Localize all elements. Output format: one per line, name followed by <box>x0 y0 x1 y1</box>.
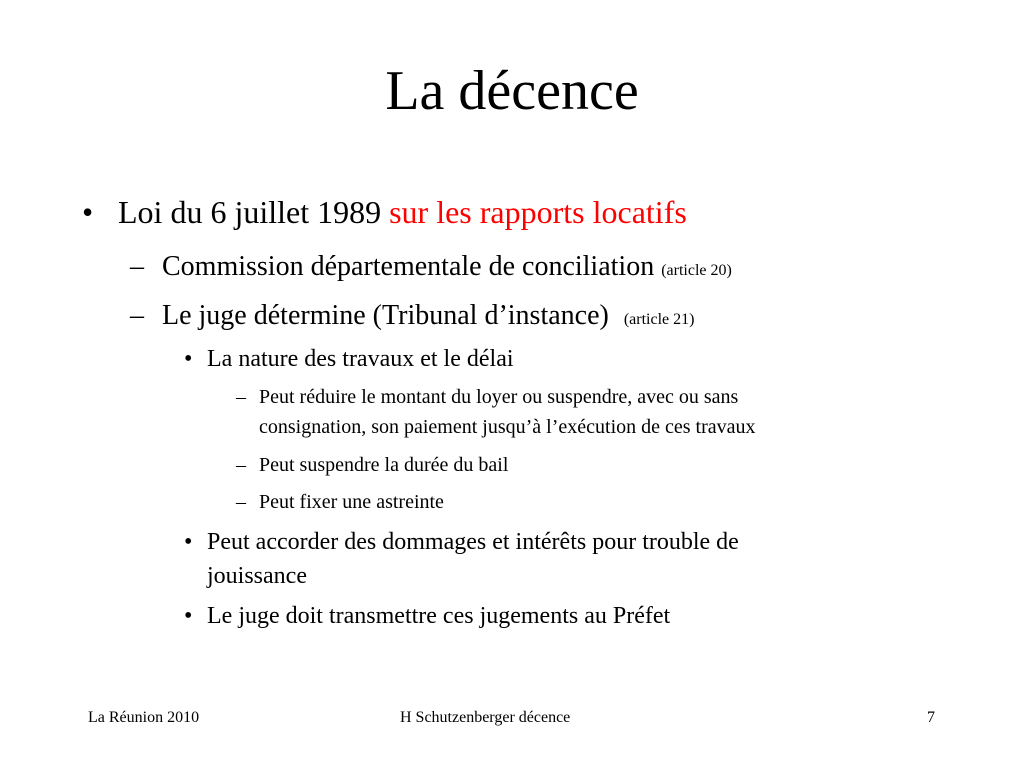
bullet-marker: • <box>82 194 94 230</box>
item-nature-travaux: La nature des travaux et le délai <box>207 346 514 372</box>
item-damages-line-1: Peut accorder des dommages et intérêts pour trouble de <box>207 529 739 555</box>
item-suspend-lease: Peut suspendre la durée du bail <box>259 454 509 476</box>
dash-marker: – <box>130 300 144 331</box>
bullet-marker: • <box>184 346 193 372</box>
slide-number: 7 <box>927 709 935 726</box>
footer-center: H Schutzenberger décence <box>400 709 571 726</box>
item-astreinte: Peut fixer une astreinte <box>259 491 444 513</box>
item-prefect: Le juge doit transmettre ces jugements au Préfet <box>207 603 671 629</box>
dash-marker: – <box>130 251 144 282</box>
slide-title: La décence <box>385 60 639 122</box>
sub-bullet-commission <box>162 250 732 288</box>
item-reduce-rent-line-2: consignation, son paiement jusqu’à l’exécution de ces travaux <box>259 416 756 438</box>
sub-bullet-judge <box>162 299 694 337</box>
dash-marker: – <box>236 386 246 408</box>
dash-marker: – <box>236 491 246 513</box>
bullet-marker: • <box>184 529 193 555</box>
article-reference: (article 20) <box>661 262 732 279</box>
bullet-law-1989 <box>118 192 687 232</box>
article-reference: (article 21) <box>623 311 695 328</box>
sub-bullet-text: Commission départementale de conciliation <box>162 251 655 282</box>
bullet-text: Loi du 6 juillet 1989 <box>118 194 382 230</box>
item-reduce-rent-line-1: Peut réduire le montant du loyer ou suspendre, avec ou sans <box>259 386 739 408</box>
bullet-marker: • <box>184 603 193 629</box>
footer-left: La Réunion 2010 <box>88 709 200 726</box>
bullet-highlight: sur les rapports locatifs <box>389 194 687 230</box>
item-damages-line-2: jouissance <box>207 563 307 589</box>
dash-marker: – <box>236 454 246 476</box>
sub-bullet-text: Le juge détermine (Tribunal d’instance) <box>162 300 609 331</box>
